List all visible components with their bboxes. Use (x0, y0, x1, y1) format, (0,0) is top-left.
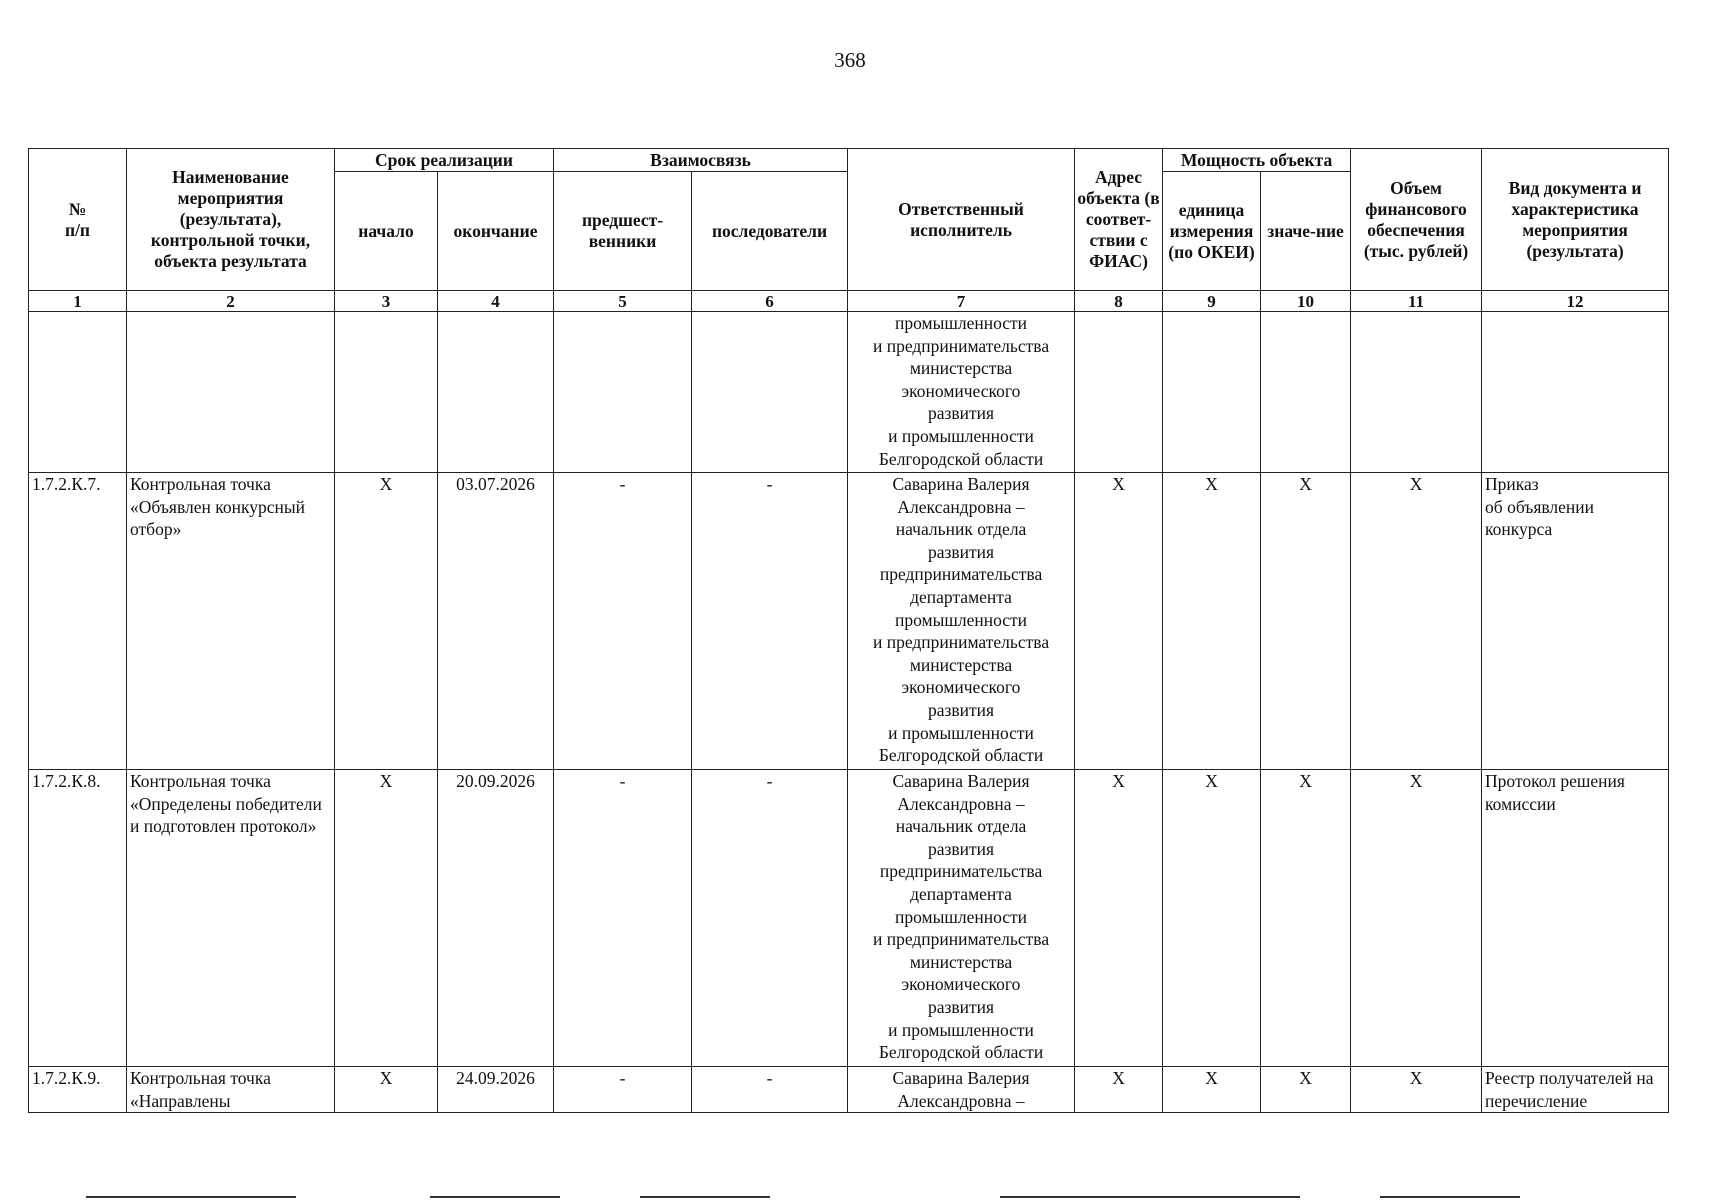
table-cell (335, 312, 438, 473)
responsible-cell: Саварина Валерия Александровна – (848, 1067, 1075, 1113)
column-number: 1 (29, 291, 127, 312)
row-number: 1.7.2.К.8. (29, 770, 127, 1067)
scan-edge-rule (640, 1196, 770, 1198)
row-end: 20.09.2026 (438, 770, 554, 1067)
table-cell (692, 312, 848, 473)
header-finance: Объем финансового обеспечения (тыс. рублей) (1351, 149, 1482, 291)
row-name: Контрольная точка «Объявлен конкурсный отбор» (127, 473, 335, 770)
row-successors: - (692, 770, 848, 1067)
scan-edge-rule (86, 1196, 296, 1198)
header-link-succ: последователи (692, 172, 848, 291)
column-number: 7 (848, 291, 1075, 312)
row-end: 03.07.2026 (438, 473, 554, 770)
scan-edge-rule (430, 1196, 560, 1198)
row-start: X (335, 770, 438, 1067)
row-name: Контрольная точка «Направлены (127, 1067, 335, 1113)
row-unit: X (1163, 770, 1261, 1067)
row-doc: Приказ об объявлении конкурса (1482, 473, 1669, 770)
row-unit: X (1163, 1067, 1261, 1113)
row-number: 1.7.2.К.7. (29, 473, 127, 770)
row-value: X (1261, 770, 1351, 1067)
header-capacity-unit: единица измерения (по ОКЕИ) (1163, 172, 1261, 291)
row-unit: X (1163, 473, 1261, 770)
row-start: X (335, 473, 438, 770)
activities-table (28, 148, 1669, 1113)
column-number: 2 (127, 291, 335, 312)
responsible-cell: Саварина Валерия Александровна – начальник отдела развития предпринимательства департамента промышленности и предпринимательства министерства экономического развития и промышленности Белгородской области (848, 770, 1075, 1067)
table-cell (1261, 312, 1351, 473)
row-name: Контрольная точка «Определены победители и подготовлен протокол» (127, 770, 335, 1067)
page-number: 368 (834, 48, 866, 72)
table-row (29, 1067, 1669, 1113)
row-predecessors: - (554, 1067, 692, 1113)
table-cell (1482, 312, 1669, 473)
row-predecessors: - (554, 770, 692, 1067)
table-cell (1351, 312, 1482, 473)
table-cell (29, 312, 127, 473)
column-number: 8 (1075, 291, 1163, 312)
row-number: 1.7.2.К.9. (29, 1067, 127, 1113)
row-end: 24.09.2026 (438, 1067, 554, 1113)
table-cell (1163, 312, 1261, 473)
header-link-pred: предшест-венники (554, 172, 692, 291)
table-cell (438, 312, 554, 473)
header-capacity-value: значе-ние (1261, 172, 1351, 291)
row-finance: X (1351, 1067, 1482, 1113)
row-doc: Реестр получателей на перечисление (1482, 1067, 1669, 1113)
header-term-end: окончание (438, 172, 554, 291)
header-capacity-group: Мощность объекта (1163, 149, 1351, 172)
row-finance: X (1351, 473, 1482, 770)
row-successors: - (692, 1067, 848, 1113)
scan-edge-rule (1000, 1196, 1300, 1198)
column-number: 12 (1482, 291, 1669, 312)
table-row (29, 770, 1669, 1067)
scan-edge-rule (1380, 1196, 1520, 1198)
header-num: № п/п (29, 149, 127, 291)
header-term-group: Срок реализации (335, 149, 554, 172)
header-link-group: Взаимосвязь (554, 149, 848, 172)
table-cell (554, 312, 692, 473)
header-term-start: начало (335, 172, 438, 291)
column-number: 6 (692, 291, 848, 312)
row-address: X (1075, 473, 1163, 770)
column-number: 5 (554, 291, 692, 312)
header-name: Наименование мероприятия (результата), контрольной точки, объекта результата (127, 149, 335, 291)
header-doc-type: Вид документа и характеристика мероприятия (результата) (1482, 149, 1669, 291)
responsible-cell: Саварина Валерия Александровна – начальник отдела развития предпринимательства департамента промышленности и предпринимательства министерства экономического развития и промышленности Белгородской области (848, 473, 1075, 770)
column-number: 9 (1163, 291, 1261, 312)
table-row (29, 473, 1669, 770)
column-number: 10 (1261, 291, 1351, 312)
row-value: X (1261, 473, 1351, 770)
row-start: X (335, 1067, 438, 1113)
row-finance: X (1351, 770, 1482, 1067)
table-cell (127, 312, 335, 473)
header-address: Адрес объекта (в соответ-ствии с ФИАС) (1075, 149, 1163, 291)
responsible-cell: промышленности и предпринимательства министерства экономического развития и промышленности Белгородской области (848, 312, 1075, 473)
column-number: 4 (438, 291, 554, 312)
row-address: X (1075, 1067, 1163, 1113)
row-address: X (1075, 770, 1163, 1067)
header-responsible: Ответственный исполнитель (848, 149, 1075, 291)
row-successors: - (692, 473, 848, 770)
row-value: X (1261, 1067, 1351, 1113)
row-doc: Протокол решения комиссии (1482, 770, 1669, 1067)
column-number: 11 (1351, 291, 1482, 312)
row-predecessors: - (554, 473, 692, 770)
table-cell (1075, 312, 1163, 473)
table-row-continuation (29, 312, 1669, 473)
column-number: 3 (335, 291, 438, 312)
